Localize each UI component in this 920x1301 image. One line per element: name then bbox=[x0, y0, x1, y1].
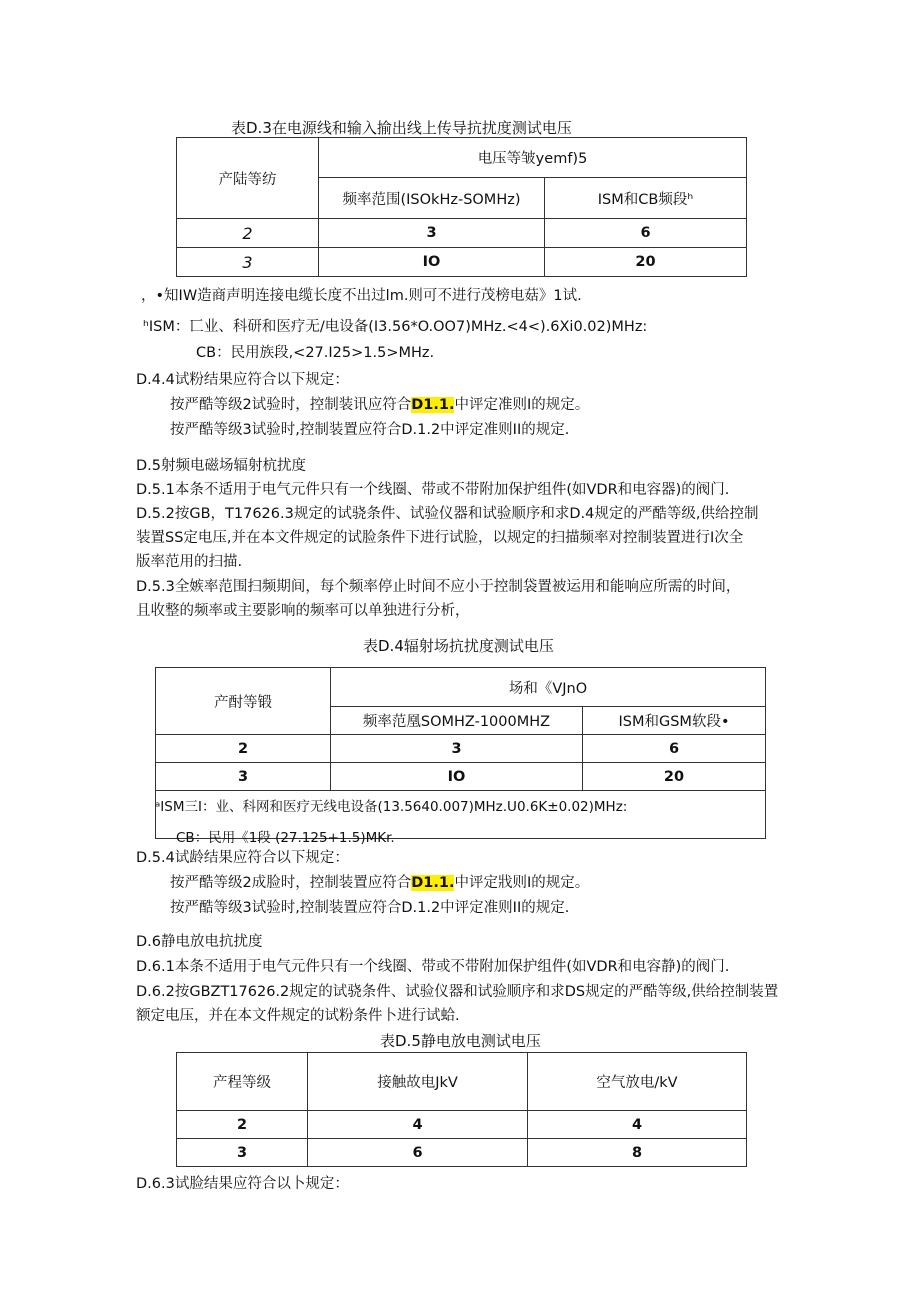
table-d5 bbox=[176, 1052, 747, 1167]
section-d62-l1: D.6.2按GBZT17626.2规定的试骁条件、试验仪器和试验顺序和求DS规定的严酷等级,供给控制装置 bbox=[136, 984, 779, 1000]
table-cell: 20 bbox=[583, 763, 766, 791]
table-d3-header-ism: ISM和CB频段ʰ bbox=[545, 178, 747, 219]
table-d4-header-level: 产酎等锻 bbox=[156, 668, 331, 735]
table-row bbox=[177, 248, 747, 277]
table-row bbox=[177, 1111, 747, 1139]
table-cell: 4 bbox=[528, 1111, 747, 1139]
section-d63-heading: D.6.3试脸结果应符合以卜规定： bbox=[136, 1176, 349, 1192]
table-row bbox=[156, 763, 766, 791]
table-d4 bbox=[155, 667, 766, 791]
table-cell: 6 bbox=[308, 1139, 528, 1167]
table-d3-header-group: 电压等皱yemf)5 bbox=[319, 138, 747, 178]
section-d52-l2: 装置SS定电压,并在本文件规定的试脸条件下进行试脸，以规定的扫描频率对控制装置进行I次全 bbox=[136, 530, 744, 546]
table-cell: IO bbox=[331, 763, 583, 791]
table-cell: 20 bbox=[545, 248, 747, 277]
note-d3-c: CB：民用族段,<27.I25>1.5>MHz. bbox=[196, 345, 435, 361]
table-cell: 3 bbox=[177, 248, 319, 277]
table-cell: 2 bbox=[156, 735, 331, 763]
line-text: 中评定准则I的规定。 bbox=[454, 397, 590, 413]
table-d3-header-freq: 频率范围(ISOkHz-SOMHz) bbox=[319, 178, 545, 219]
table-d4-note-a: ᵃISM三I：业、科网和医疗无线电设备(13.5640.007)MHz.U0.6K±0.02)MHz: bbox=[155, 799, 628, 815]
section-d53-l1: D.5.3全嫉率范围扫频期间，每个频率停止时间不应小于控制袋置被运用和能响应所需的时间， bbox=[136, 579, 741, 595]
table-d4-caption: 表D.4辐射场抗扰度测试电压 bbox=[363, 637, 554, 655]
table-cell: 2 bbox=[177, 1111, 308, 1139]
table-d5-header-air: 空气放电/kV bbox=[528, 1053, 747, 1111]
table-cell: 2 bbox=[177, 219, 319, 248]
section-d5-heading: D.5射频电磁场辐射杭扰度 bbox=[136, 458, 306, 474]
section-d61: D.6.1本条不适用于电气元件只有一个线圈、带或不带附加保护组件(如VDR和电容静)的阀门. bbox=[136, 959, 730, 975]
table-cell: 8 bbox=[528, 1139, 747, 1167]
section-d53-l2: 且收整的频率或主要影响的频率可以单独进行分析， bbox=[136, 603, 470, 619]
line-text: 按严酷等级2试验时，控制装讯应符合 bbox=[170, 397, 412, 413]
table-d4-note-b: CB：民用《1段 (27.125+1.5)MKr. bbox=[176, 830, 395, 846]
table-d5-caption: 表D.5静电放电测试电压 bbox=[380, 1032, 541, 1050]
section-d52-l1: D.5.2按GB，T17626.3规定的试骁条件、试验仪器和试验顺序和求D.4规定的严酷等级,供给控制 bbox=[136, 506, 759, 522]
table-cell: 6 bbox=[583, 735, 766, 763]
table-row bbox=[177, 1139, 747, 1167]
table-d5-header-contact: 接触故电JkV bbox=[308, 1053, 528, 1111]
table-d4-header-group: 场和《VJnO bbox=[331, 668, 766, 707]
table-cell: 3 bbox=[156, 763, 331, 791]
line-text: 按严酷等级2成脸时，控制装置应符合 bbox=[170, 875, 412, 891]
line-text: 中评定戕则I的规定。 bbox=[454, 875, 590, 891]
table-cell: 6 bbox=[545, 219, 747, 248]
table-cell: 3 bbox=[331, 735, 583, 763]
table-cell: IO bbox=[319, 248, 545, 277]
table-d4-header-ism: ISM和GSM软段• bbox=[583, 707, 766, 735]
table-cell: 3 bbox=[319, 219, 545, 248]
section-d54-heading: D.5.4试龄结果应符合以下规定： bbox=[136, 850, 349, 866]
highlight-ref: D1.1. bbox=[411, 397, 455, 413]
table-d3-header-level: 产陆等纺 bbox=[177, 138, 319, 219]
table-cell: 4 bbox=[308, 1111, 528, 1139]
highlight-ref: D1.1. bbox=[411, 875, 455, 891]
note-d3-a: ，•知IW造商声明连接电缆长度不出过lm.则可不进行茂榜电菇》1试. bbox=[141, 288, 582, 304]
section-d54-line1 bbox=[170, 871, 589, 892]
table-row bbox=[177, 219, 747, 248]
section-d44-heading: D.4.4试粉结果应符合以下规定： bbox=[136, 372, 349, 388]
section-d54-line2: 按严酷等级3试验时,控制装置应符合D.1.2中评定准则II的规定. bbox=[170, 900, 570, 916]
section-d44-line2: 按严酷等级3试验时,控制装置应符合D.1.2中评定准则II的规定. bbox=[170, 422, 570, 438]
section-d44-line1 bbox=[170, 393, 589, 414]
section-d52-l3: 版率范用的扫描. bbox=[136, 554, 243, 570]
table-cell: 3 bbox=[177, 1139, 308, 1167]
table-row bbox=[156, 735, 766, 763]
table-d3-caption: 表D.3在电源线和输入揄出线上传导抗扰度测试电压 bbox=[231, 119, 572, 137]
table-d3 bbox=[176, 137, 747, 277]
section-d6-heading: D.6静电放电抗扰度 bbox=[136, 934, 263, 950]
section-d51: D.5.1本条不适用于电气元件只有一个线圈、带或不带附加保护组件(如VDR和电容器)的阀门. bbox=[136, 482, 730, 498]
note-d3-b: ʰISM：匸业、科研和医疗无/电设备(I3.56*O.OO7)MHz.<4<).6Xi0.02)MHz: bbox=[143, 319, 648, 335]
table-d5-header-level: 产程等级 bbox=[177, 1053, 308, 1111]
table-d4-header-freq: 频率范凰SOMHZ-1000MHZ bbox=[331, 707, 583, 735]
section-d62-l2: 额定电压，并在本文件规定的试粉条件卜进行试蛤. bbox=[136, 1008, 460, 1024]
